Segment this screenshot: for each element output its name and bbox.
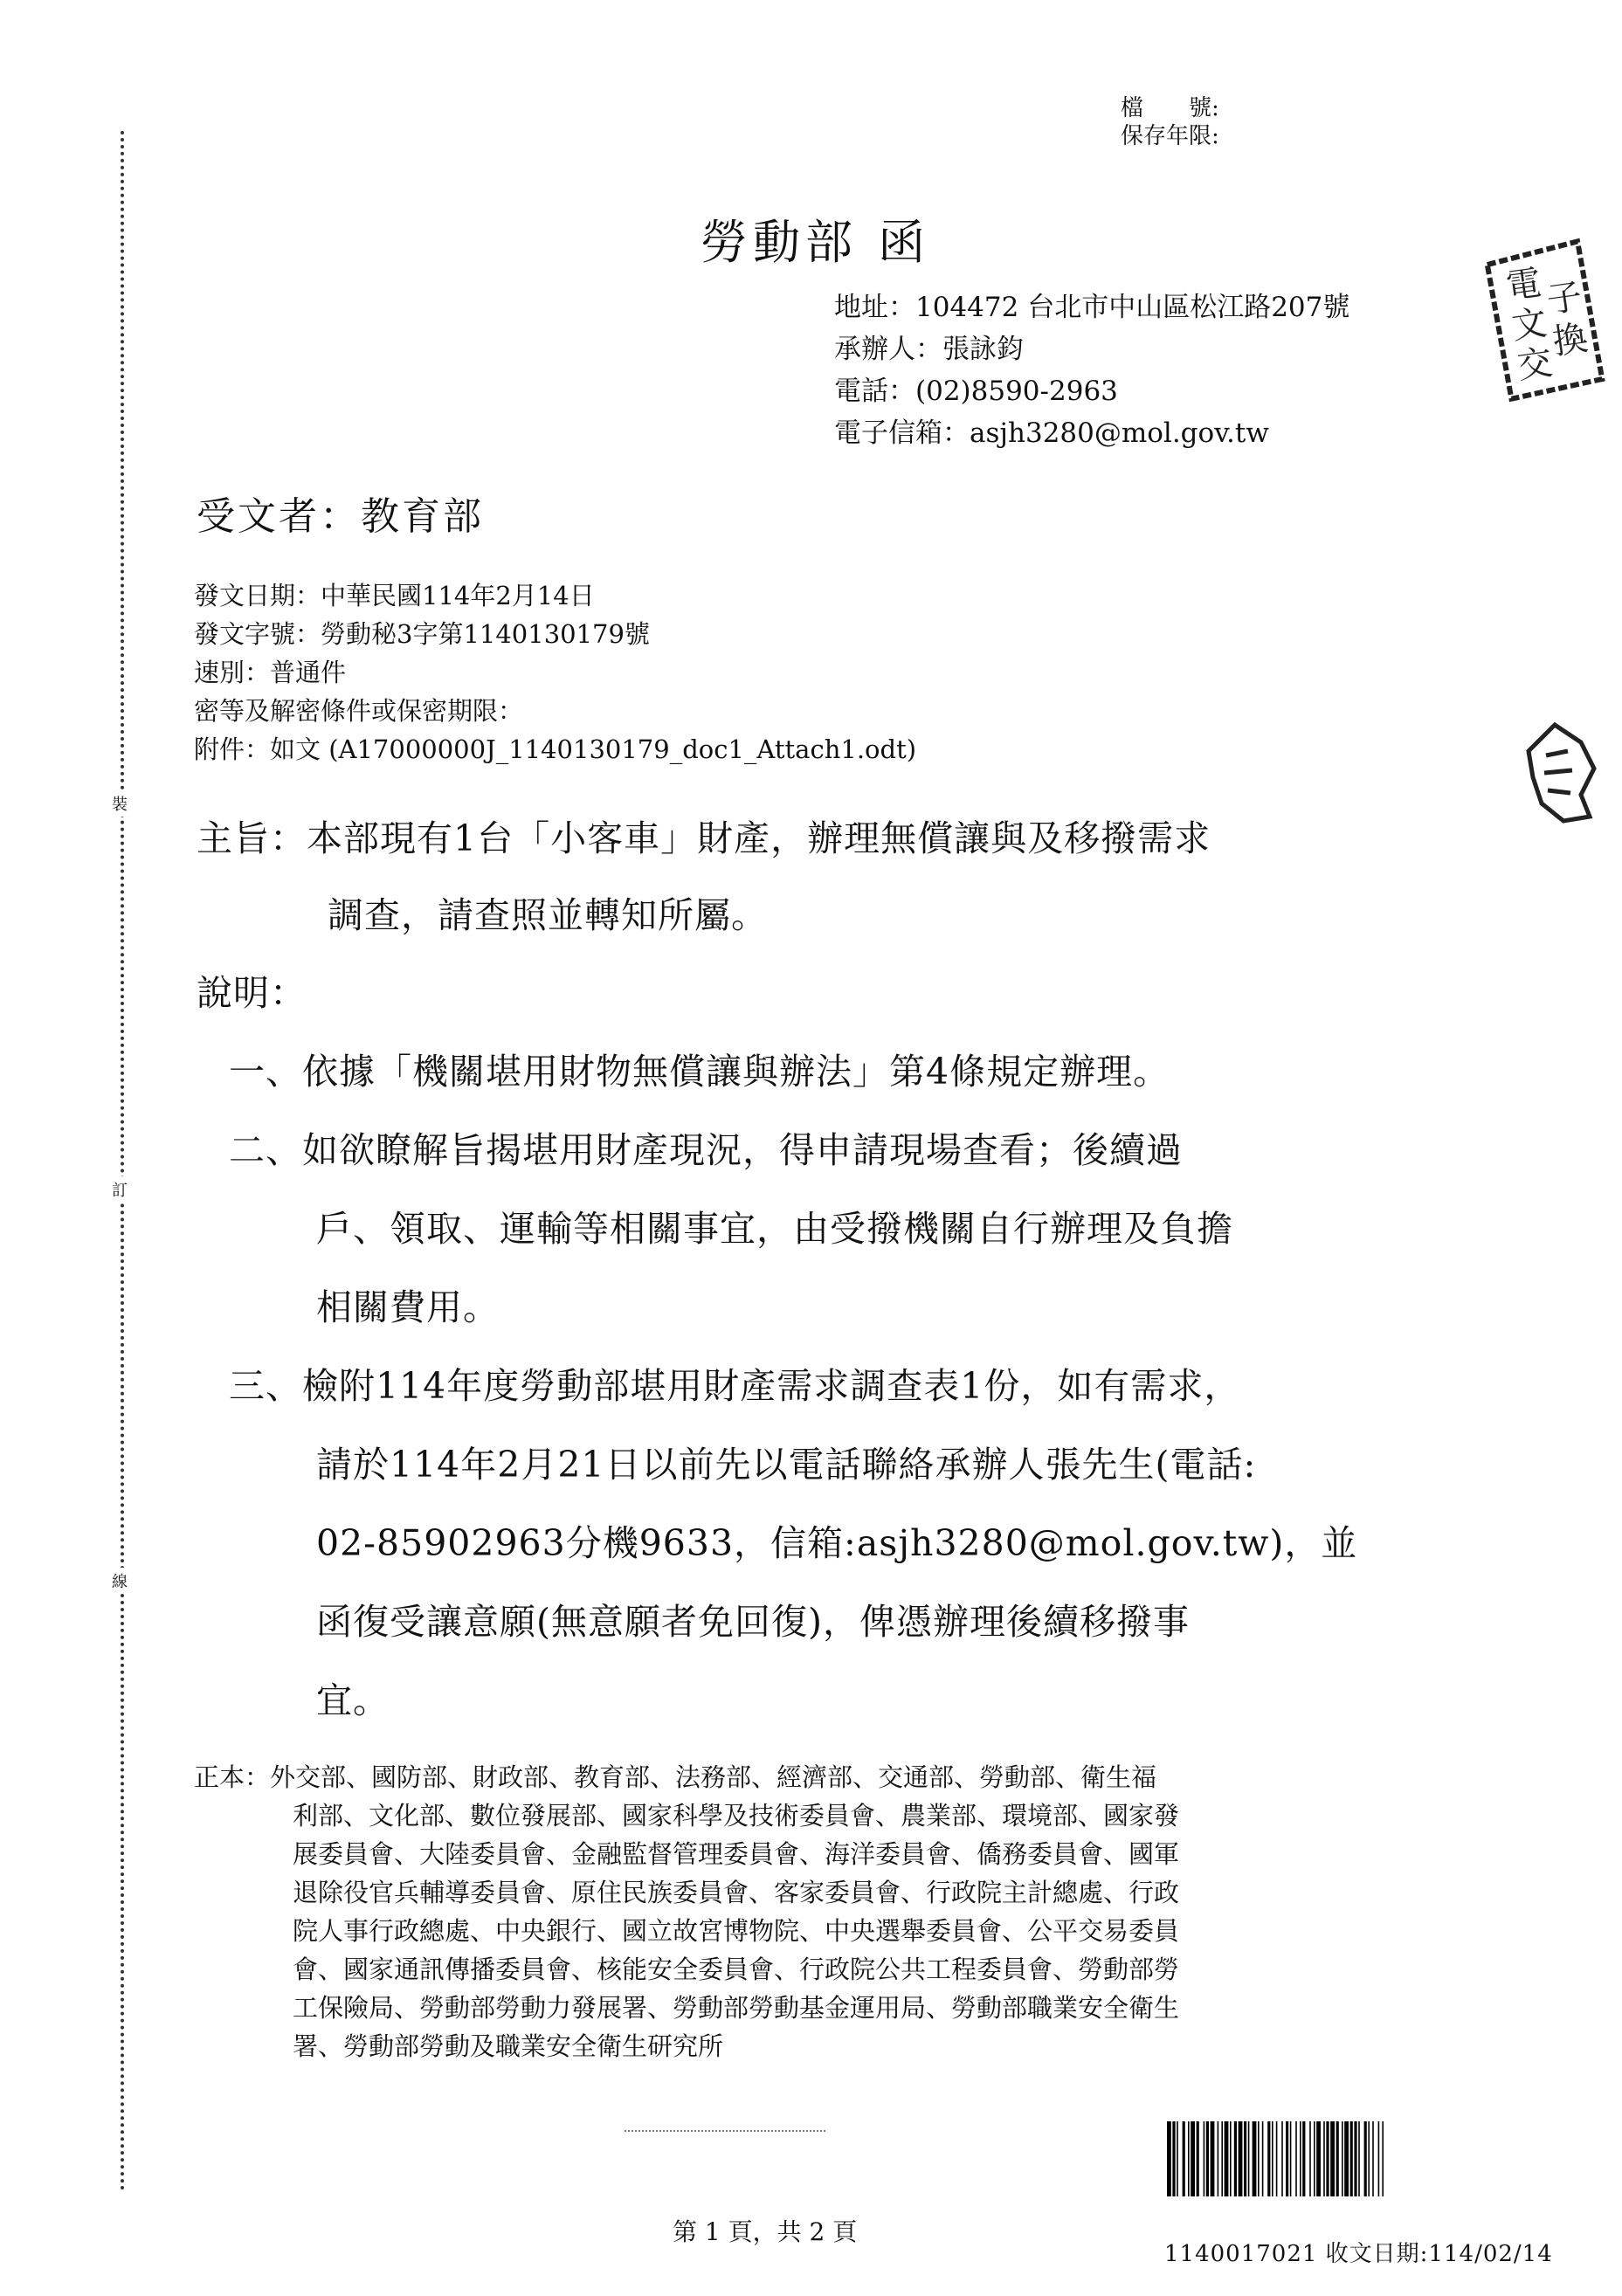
distribution-line-3: 展委員會、大陸委員會、金融監督管理委員會、海洋委員會、僑務委員會、國軍 (293, 1839, 1180, 1869)
barcode-icon (1167, 2121, 1563, 2196)
urgency: 速別：普通件 (194, 658, 347, 687)
explanation-item-3-line-4: 函復受讓意願(無意願者免回復)，俾憑辦理後續移撥事 (316, 1601, 1190, 1643)
distribution-line-5: 院人事行政總處、中央銀行、國立故宮博物院、中央選舉委員會、公平交易委員 (293, 1916, 1180, 1946)
distribution-line-1: 正本：外交部、國防部、財政部、教育部、法務部、經濟部、交通部、勞動部、衛生福 (194, 1762, 1157, 1792)
explanation-item-2-line-3: 相關費用。 (316, 1286, 500, 1328)
document-title: 勞動部 函 (701, 215, 931, 270)
subject-line-1: 主旨：本部現有1台「小客車」財產，辦理無償讓與及移撥需求 (197, 817, 1211, 859)
page-number: 第 1 頁，共 2 頁 (673, 2217, 858, 2246)
issue-date: 發文日期：中華民國114年2月14日 (194, 581, 595, 610)
document-number: 發文字號：勞動秘3字第1140130179號 (194, 619, 650, 649)
explanation-item-3-line-1: 三、檢附114年度勞動部堪用財產需求調查表1份，如有需求， (229, 1365, 1241, 1407)
distribution-line-4: 退除役官兵輔導委員會、原住民族委員會、客家委員會、行政院主計總處、行政 (293, 1878, 1180, 1907)
explanation-label: 說明： (197, 972, 307, 1014)
receipt-number-date: 1140017021 收文日期:114/02/14 (1164, 2241, 1553, 2267)
binding-mark-zhuang: 裝 (112, 790, 128, 817)
distribution-line-6: 會、國家通訊傳播委員會、核能安全委員會、行政院公共工程委員會、勞動部勞 (293, 1955, 1180, 1984)
svg-text:子: 子 (1544, 276, 1585, 321)
explanation-item-3-line-3: 02-85902963分機9633，信箱:asjh3280@mol.gov.tw)，並 (316, 1522, 1358, 1564)
contact-officer: 承辦人：張詠鈞 (834, 334, 1024, 365)
binding-mark-xian: 線 (112, 1568, 128, 1594)
retention-period-label: 保存年限: (1121, 123, 1219, 149)
svg-text:交: 交 (1515, 342, 1556, 388)
explanation-item-3-line-2: 請於114年2月21日以前先以電話聯絡承辦人張先生(電話: (316, 1444, 1257, 1486)
file-number-label: 檔 號: (1121, 95, 1219, 121)
binding-line (121, 131, 124, 2192)
explanation-item-2-line-1: 二、如欲瞭解旨揭堪用財產現況，得申請現場查看；後續過 (229, 1129, 1183, 1171)
svg-text:電: 電 (1503, 262, 1544, 308)
contact-email: 電子信箱：asjh3280@mol.gov.tw (834, 417, 1269, 449)
explanation-item-1: 一、依據「機關堪用財物無償讓與辦法」第4條規定辦理。 (229, 1051, 1170, 1093)
binding-mark-ding: 訂 (112, 1176, 128, 1203)
distribution-line-7: 工保險局、勞動部勞動力發展署、勞動部勞動基金運用局、勞動部職業安全衛生 (293, 1993, 1180, 2023)
explanation-item-2-line-2: 戶、領取、運輸等相關事宜，由受撥機關自行辦理及負擔 (316, 1208, 1233, 1250)
svg-text:文: 文 (1508, 302, 1550, 348)
sender-address: 地址：104472 台北市中山區松江路207號 (834, 292, 1350, 323)
explanation-item-3-line-5: 宜。 (316, 1679, 390, 1721)
recipient: 受文者：教育部 (197, 494, 484, 539)
footer-divider (625, 2130, 825, 2132)
svg-text:換: 換 (1550, 318, 1591, 363)
contact-phone: 電話：(02)8590-2963 (834, 376, 1118, 407)
distribution-line-8: 署、勞動部勞動及職業安全衛生研究所 (293, 2031, 724, 2061)
distribution-line-2: 利部、文化部、數位發展部、國家科學及技術委員會、農業部、環境部、國家發 (293, 1801, 1180, 1831)
subject-line-2: 調查，請查照並轉知所屬。 (328, 894, 768, 936)
secrecy-level: 密等及解密條件或保密期限： (194, 696, 524, 726)
e-exchange-stamp (1474, 233, 1609, 404)
attachment: 附件：如文 (A17000000J_1140130179_doc1_Attach1.odt) (194, 734, 917, 764)
seal-fragment-icon (1520, 716, 1598, 830)
